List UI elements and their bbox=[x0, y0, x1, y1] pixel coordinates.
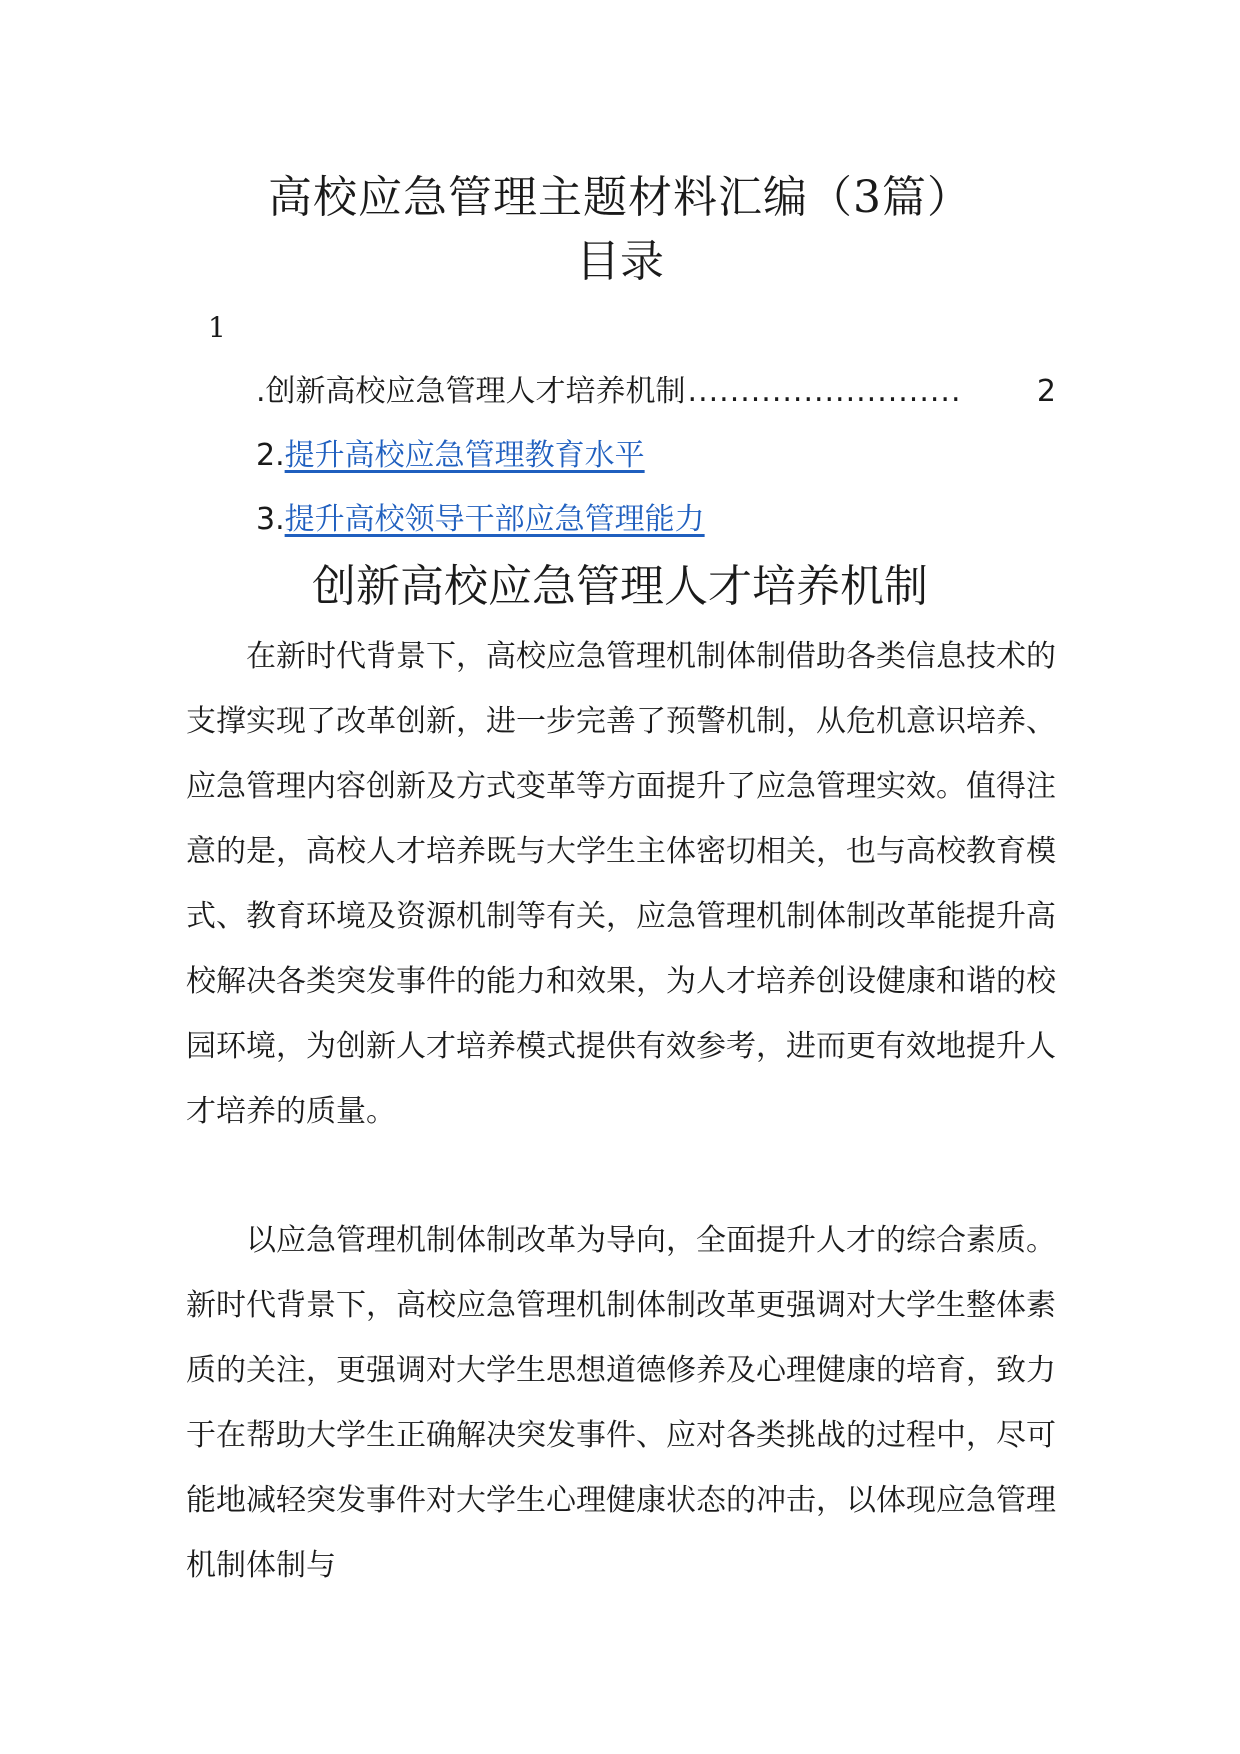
body-paragraph-1: 在新时代背景下，高校应急管理机制体制借助各类信息技术的支撑实现了改革创新，进一步完善了预警机制，从危机意识培养、应急管理内容创新及方式变革等方面提升了应急管理实效。值得注意的是，高校人才培养既与大学生主体密切相关，也与高校教育模式、教育环境及资源机制等有关，应急管理机制体制改革能提升高校解决各类突发事件的能力和效果，为人才培养创设健康和谐的校园环境，为创新人才培养模式提供有效参考，进而更有效地提升人才培养的质量。 bbox=[186, 639, 1056, 1129]
toc-marker: 1 bbox=[208, 311, 226, 344]
toc-entry-page: 2 bbox=[1036, 374, 1056, 409]
toc-entry-prefix: . bbox=[256, 374, 266, 409]
toc-entry-3 bbox=[256, 498, 1056, 542]
toc-entry-link[interactable]: 提升高校应急管理教育水平 bbox=[284, 438, 645, 473]
title-number: 3 bbox=[853, 172, 882, 223]
toc-entry-prefix: 3. bbox=[256, 502, 285, 537]
title-tail: 篇） bbox=[882, 172, 972, 223]
toc-leader-dots: .......................... bbox=[687, 374, 962, 409]
toc-entry-link[interactable]: 提升高校领导干部应急管理能力 bbox=[284, 502, 705, 537]
toc-heading: 目录 bbox=[576, 236, 664, 287]
toc-entry-1[interactable] bbox=[256, 370, 1056, 414]
title-main: 高校应急管理主题材料汇编（ bbox=[268, 172, 853, 223]
section-heading: 创新高校应急管理人才培养机制 bbox=[312, 561, 928, 612]
toc-entry-prefix: 2. bbox=[256, 438, 285, 473]
body-paragraph-2: 以应急管理机制体制改革为导向，全面提升人才的综合素质。新时代背景下，高校应急管理机制体制改革更强调对大学生整体素质的关注，更强调对大学生思想道德修养及心理健康的培育，致力于在帮助大学生正确解决突发事件、应对各类挑战的过程中，尽可能地减轻突发事件对大学生心理健康状态的冲击，以体现应急管理机制体制与 bbox=[186, 1223, 1056, 1583]
document-title bbox=[0, 168, 1240, 228]
toc-entry-text: 创新高校应急管理人才培养机制 bbox=[265, 374, 686, 409]
toc-entry-2 bbox=[256, 434, 1056, 478]
